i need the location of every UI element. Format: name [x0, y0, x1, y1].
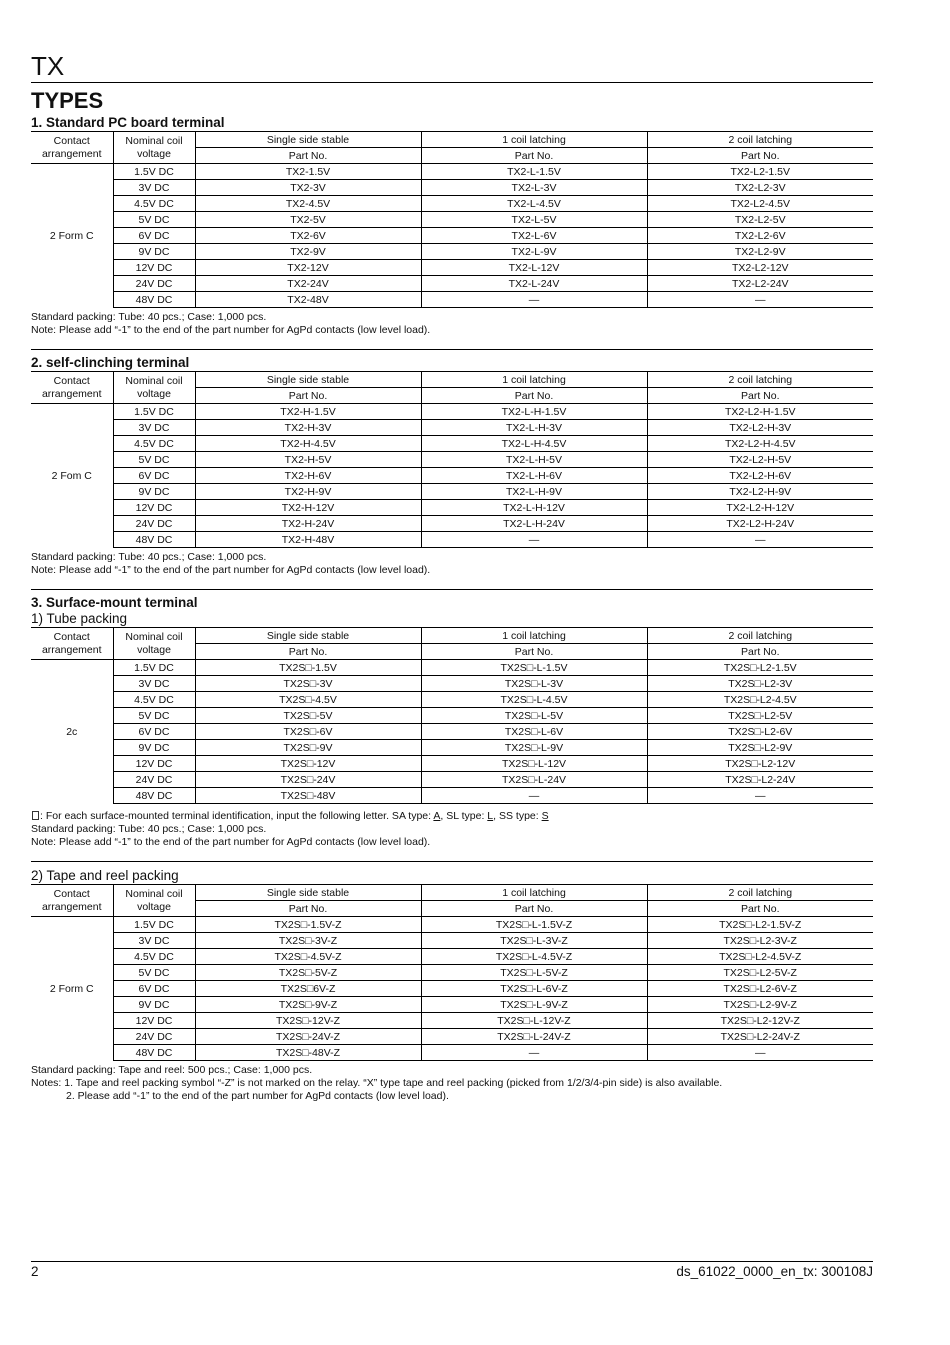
part-no-header: Part No. — [647, 148, 873, 164]
document-id: ds_61022_0000_en_tx: 300108J — [676, 1264, 873, 1279]
coil2-part-cell: TX2S□-L2-6V — [647, 724, 873, 740]
section-title: 1. Standard PC board terminal — [31, 115, 225, 130]
table-row — [31, 228, 873, 244]
coil1-part-cell: TX2S□-L-3V-Z — [421, 933, 647, 949]
coil2-part-cell: TX2S□-L2-9V — [647, 740, 873, 756]
part-no-header: Part No. — [195, 148, 421, 164]
coil1-part-cell: TX2-L-H-9V — [421, 484, 647, 500]
table-row — [31, 997, 873, 1013]
note-line: Notes: 1. Tape and reel packing symbol “-Z” is not marked on the relay. “X” type tape and reel packing (picked from 1/2/3/4-pin side) is also available. — [31, 1077, 723, 1089]
coil1-part-cell: TX2S□-L-1.5V-Z — [421, 917, 647, 933]
section-notes — [31, 810, 873, 849]
voltage-cell: 5V DC — [113, 212, 195, 228]
table-row — [31, 420, 873, 436]
part-no-header: Part No. — [647, 901, 873, 917]
part-number-table — [31, 371, 873, 548]
voltage-cell: 48V DC — [113, 292, 195, 308]
voltage-cell: 3V DC — [113, 676, 195, 692]
single-side-part-cell: TX2S□-9V — [195, 740, 421, 756]
single-side-part-cell: TX2-H-9V — [195, 484, 421, 500]
single-side-part-cell: TX2S□-48V — [195, 788, 421, 804]
voltage-cell: 12V DC — [113, 260, 195, 276]
section-title: 2. self-clinching terminal — [31, 355, 190, 370]
single-side-part-cell: TX2-4.5V — [195, 196, 421, 212]
contact-arrangement-cell: 2 Fom C — [31, 404, 113, 548]
single-side-part-cell: TX2-48V — [195, 292, 421, 308]
single-side-stable-header: Single side stable — [195, 628, 421, 644]
single-side-part-cell: TX2S□-12V-Z — [195, 1013, 421, 1029]
voltage-cell: 5V DC — [113, 965, 195, 981]
voltage-cell: 6V DC — [113, 468, 195, 484]
table-row — [31, 708, 873, 724]
table-row — [31, 436, 873, 452]
note-line: Note: Please add “-1” to the end of the part number for AgPd contacts (low level load). — [31, 564, 431, 576]
section-divider — [31, 589, 873, 590]
table-row — [31, 692, 873, 708]
coil2-part-cell: TX2S□-L2-12V-Z — [647, 1013, 873, 1029]
coil1-part-cell: TX2-L-H-12V — [421, 500, 647, 516]
table-row — [31, 500, 873, 516]
table-row — [31, 452, 873, 468]
table-row — [31, 276, 873, 292]
nominal-voltage-header: Nominal coil voltage — [113, 885, 195, 917]
coil2-part-cell: TX2S□-L2-24V — [647, 772, 873, 788]
single-side-part-cell: TX2S□-24V-Z — [195, 1029, 421, 1045]
coil1-part-cell: TX2-L-H-1.5V — [421, 404, 647, 420]
contact-arrangement-cell: 2c — [31, 660, 113, 804]
single-side-part-cell: TX2S□-4.5V — [195, 692, 421, 708]
table-row — [31, 981, 873, 997]
coil1-part-cell: TX2S□-L-6V-Z — [421, 981, 647, 997]
voltage-cell: 6V DC — [113, 724, 195, 740]
single-side-part-cell: TX2-H-3V — [195, 420, 421, 436]
note-line: Note: Please add “-1” to the end of the part number for AgPd contacts (low level load). — [31, 836, 431, 848]
table-row — [31, 740, 873, 756]
section-3 — [31, 589, 873, 849]
part-number-table — [31, 627, 873, 804]
voltage-cell: 24V DC — [113, 516, 195, 532]
coil1-part-cell: TX2S□-L-6V — [421, 724, 647, 740]
coil2-part-cell: TX2-L2-H-6V — [647, 468, 873, 484]
single-side-part-cell: TX2S□-12V — [195, 756, 421, 772]
coil2-part-cell: TX2S□-L2-6V-Z — [647, 981, 873, 997]
part-number-table — [31, 131, 873, 308]
coil2-part-cell: TX2S□-L2-4.5V-Z — [647, 949, 873, 965]
coil2-part-cell: TX2-L2-H-5V — [647, 452, 873, 468]
coil1-part-cell: TX2-L-3V — [421, 180, 647, 196]
coil2-part-cell: TX2S□-L2-5V-Z — [647, 965, 873, 981]
section-notes — [31, 551, 873, 577]
placeholder-box-icon — [32, 811, 39, 820]
single-side-part-cell: TX2-3V — [195, 180, 421, 196]
coil1-part-cell: TX2-L-4.5V — [421, 196, 647, 212]
coil1-part-cell: TX2-L-6V — [421, 228, 647, 244]
part-no-header: Part No. — [421, 148, 647, 164]
nominal-voltage-header: Nominal coil voltage — [113, 132, 195, 164]
part-no-header: Part No. — [195, 388, 421, 404]
voltage-cell: 4.5V DC — [113, 949, 195, 965]
table-row — [31, 468, 873, 484]
coil1-latching-header: 1 coil latching — [421, 372, 647, 388]
voltage-cell: 48V DC — [113, 788, 195, 804]
coil2-part-cell: TX2-L2-H-12V — [647, 500, 873, 516]
nominal-voltage-header: Nominal coil voltage — [113, 628, 195, 660]
table-row — [31, 164, 873, 180]
part-no-header: Part No. — [421, 644, 647, 660]
note-line: Standard packing: Tube: 40 pcs.; Case: 1,000 pcs. — [31, 823, 267, 835]
part-no-header: Part No. — [421, 388, 647, 404]
coil1-part-cell: TX2-L-H-4.5V — [421, 436, 647, 452]
note-line: Standard packing: Tube: 40 pcs.; Case: 1,000 pcs. — [31, 551, 267, 563]
voltage-cell: 4.5V DC — [113, 436, 195, 452]
page — [31, 52, 873, 1103]
single-side-part-cell: TX2-H-5V — [195, 452, 421, 468]
single-side-part-cell: TX2S□-6V — [195, 724, 421, 740]
coil2-part-cell: TX2S□-L2-1.5V-Z — [647, 917, 873, 933]
table-row — [31, 660, 873, 676]
coil2-part-cell: TX2-L2-H-9V — [647, 484, 873, 500]
table-row — [31, 788, 873, 804]
coil2-part-cell: TX2S□-L2-1.5V — [647, 660, 873, 676]
single-side-part-cell: TX2S□-24V — [195, 772, 421, 788]
section-divider — [31, 349, 873, 350]
coil1-part-cell: TX2S□-L-4.5V — [421, 692, 647, 708]
series-title: TX — [31, 52, 873, 83]
single-side-part-cell: TX2S□-4.5V-Z — [195, 949, 421, 965]
coil1-part-cell: TX2-L-9V — [421, 244, 647, 260]
voltage-cell: 3V DC — [113, 180, 195, 196]
page-footer — [31, 1261, 873, 1279]
coil2-part-cell: TX2-L2-1.5V — [647, 164, 873, 180]
section-3-tape — [31, 861, 873, 1103]
table-row — [31, 532, 873, 548]
voltage-cell: 1.5V DC — [113, 164, 195, 180]
contact-arrangement-header: Contact arrangement — [31, 628, 113, 660]
single-side-part-cell: TX2S□-48V-Z — [195, 1045, 421, 1061]
single-side-part-cell: TX2-9V — [195, 244, 421, 260]
table-row — [31, 516, 873, 532]
table-row — [31, 404, 873, 420]
table-row — [31, 1029, 873, 1045]
table-row — [31, 196, 873, 212]
voltage-cell: 24V DC — [113, 772, 195, 788]
table-row — [31, 676, 873, 692]
coil2-part-cell: TX2-L2-H-3V — [647, 420, 873, 436]
single-side-part-cell: TX2-H-48V — [195, 532, 421, 548]
table-row — [31, 1013, 873, 1029]
coil2-part-cell: TX2S□-L2-3V — [647, 676, 873, 692]
single-side-stable-header: Single side stable — [195, 372, 421, 388]
contact-arrangement-header: Contact arrangement — [31, 372, 113, 404]
note-line: Standard packing: Tube: 40 pcs.; Case: 1,000 pcs. — [31, 311, 267, 323]
section-2 — [31, 349, 873, 577]
voltage-cell: 6V DC — [113, 228, 195, 244]
coil2-part-cell: TX2-L2-H-4.5V — [647, 436, 873, 452]
table-row — [31, 484, 873, 500]
single-side-part-cell: TX2-5V — [195, 212, 421, 228]
table-row — [31, 933, 873, 949]
coil2-latching-header: 2 coil latching — [647, 132, 873, 148]
voltage-cell: 9V DC — [113, 244, 195, 260]
single-side-part-cell: TX2S□-5V — [195, 708, 421, 724]
coil2-part-cell: TX2-L2-5V — [647, 212, 873, 228]
voltage-cell: 4.5V DC — [113, 196, 195, 212]
coil1-part-cell: TX2-L-5V — [421, 212, 647, 228]
coil1-part-cell: TX2S□-L-12V — [421, 756, 647, 772]
voltage-cell: 5V DC — [113, 708, 195, 724]
voltage-cell: 1.5V DC — [113, 660, 195, 676]
voltage-cell: 1.5V DC — [113, 404, 195, 420]
coil2-part-cell: TX2-L2-H-1.5V — [647, 404, 873, 420]
coil1-part-cell: TX2S□-L-9V — [421, 740, 647, 756]
table-row — [31, 724, 873, 740]
part-number-table — [31, 884, 873, 1061]
coil2-part-cell: TX2S□-L2-24V-Z — [647, 1029, 873, 1045]
table-row — [31, 917, 873, 933]
part-no-header: Part No. — [195, 644, 421, 660]
coil1-part-cell: TX2S□-L-12V-Z — [421, 1013, 647, 1029]
coil1-part-cell: TX2-L-H-3V — [421, 420, 647, 436]
voltage-cell: 4.5V DC — [113, 692, 195, 708]
coil1-part-cell: — — [421, 532, 647, 548]
single-side-part-cell: TX2-24V — [195, 276, 421, 292]
coil1-part-cell: TX2S□-L-24V — [421, 772, 647, 788]
section-notes — [31, 1064, 873, 1103]
coil2-part-cell: TX2-L2-9V — [647, 244, 873, 260]
coil1-part-cell: TX2S□-L-5V-Z — [421, 965, 647, 981]
coil1-latching-header: 1 coil latching — [421, 628, 647, 644]
coil1-part-cell: TX2S□-L-1.5V — [421, 660, 647, 676]
coil1-part-cell: — — [421, 292, 647, 308]
voltage-cell: 9V DC — [113, 740, 195, 756]
nominal-voltage-header: Nominal coil voltage — [113, 372, 195, 404]
note-line: 2. Please add “-1” to the end of the part number for AgPd contacts (low level load). — [66, 1090, 449, 1102]
single-side-part-cell: TX2-H-12V — [195, 500, 421, 516]
coil2-part-cell: — — [647, 532, 873, 548]
coil1-part-cell: TX2-L-12V — [421, 260, 647, 276]
coil2-part-cell: TX2-L2-12V — [647, 260, 873, 276]
table-row — [31, 292, 873, 308]
contact-arrangement-cell: 2 Form C — [31, 164, 113, 308]
coil2-part-cell: — — [647, 292, 873, 308]
voltage-cell: 48V DC — [113, 532, 195, 548]
table-row — [31, 212, 873, 228]
coil2-part-cell: TX2-L2-3V — [647, 180, 873, 196]
coil1-part-cell: TX2S□-L-9V-Z — [421, 997, 647, 1013]
smt-note: : For each surface-mounted terminal identification, input the following letter. SA type: A, SL type: L, SS type: S — [31, 810, 873, 823]
single-side-part-cell: TX2-H-4.5V — [195, 436, 421, 452]
note-line: Standard packing: Tape and reel: 500 pcs.; Case: 1,000 pcs. — [31, 1064, 313, 1076]
part-no-header: Part No. — [647, 388, 873, 404]
coil2-part-cell: TX2S□-L2-5V — [647, 708, 873, 724]
voltage-cell: 12V DC — [113, 1013, 195, 1029]
page-number: 2 — [31, 1264, 39, 1279]
coil1-part-cell: TX2-L-24V — [421, 276, 647, 292]
coil1-latching-header: 1 coil latching — [421, 885, 647, 901]
table-row — [31, 180, 873, 196]
voltage-cell: 1.5V DC — [113, 917, 195, 933]
coil2-part-cell: TX2S□-L2-3V-Z — [647, 933, 873, 949]
voltage-cell: 24V DC — [113, 276, 195, 292]
coil1-part-cell: TX2-L-H-24V — [421, 516, 647, 532]
table-row — [31, 772, 873, 788]
table-row — [31, 965, 873, 981]
table-row — [31, 949, 873, 965]
voltage-cell: 48V DC — [113, 1045, 195, 1061]
note-line: Note: Please add “-1” to the end of the part number for AgPd contacts (low level load). — [31, 324, 431, 336]
voltage-cell: 9V DC — [113, 484, 195, 500]
coil1-latching-header: 1 coil latching — [421, 132, 647, 148]
coil1-part-cell: TX2S□-L-4.5V-Z — [421, 949, 647, 965]
single-side-part-cell: TX2-12V — [195, 260, 421, 276]
types-heading: TYPES — [31, 88, 104, 113]
single-side-part-cell: TX2-H-1.5V — [195, 404, 421, 420]
contact-arrangement-header: Contact arrangement — [31, 132, 113, 164]
single-side-part-cell: TX2-H-24V — [195, 516, 421, 532]
coil2-part-cell: TX2-L2-H-24V — [647, 516, 873, 532]
single-side-part-cell: TX2S□6V-Z — [195, 981, 421, 997]
single-side-part-cell: TX2-6V — [195, 228, 421, 244]
coil2-latching-header: 2 coil latching — [647, 885, 873, 901]
single-side-part-cell: TX2S□-3V-Z — [195, 933, 421, 949]
table-row — [31, 756, 873, 772]
coil2-part-cell: — — [647, 788, 873, 804]
coil1-part-cell: TX2-L-1.5V — [421, 164, 647, 180]
voltage-cell: 9V DC — [113, 997, 195, 1013]
voltage-cell: 3V DC — [113, 420, 195, 436]
coil1-part-cell: TX2S□-L-5V — [421, 708, 647, 724]
single-side-part-cell: TX2S□-9V-Z — [195, 997, 421, 1013]
table-row — [31, 1045, 873, 1061]
coil2-part-cell: TX2-L2-4.5V — [647, 196, 873, 212]
coil2-part-cell: TX2-L2-6V — [647, 228, 873, 244]
single-side-stable-header: Single side stable — [195, 132, 421, 148]
voltage-cell: 24V DC — [113, 1029, 195, 1045]
voltage-cell: 12V DC — [113, 500, 195, 516]
single-side-part-cell: TX2-1.5V — [195, 164, 421, 180]
coil2-part-cell: TX2-L2-24V — [647, 276, 873, 292]
coil1-part-cell: TX2-L-H-5V — [421, 452, 647, 468]
single-side-part-cell: TX2S□-1.5V — [195, 660, 421, 676]
single-side-stable-header: Single side stable — [195, 885, 421, 901]
section-1 — [31, 115, 873, 337]
section-notes — [31, 311, 873, 337]
voltage-cell: 12V DC — [113, 756, 195, 772]
coil2-part-cell: TX2S□-L2-12V — [647, 756, 873, 772]
coil1-part-cell: TX2S□-L-24V-Z — [421, 1029, 647, 1045]
table-row — [31, 260, 873, 276]
single-side-part-cell: TX2-H-6V — [195, 468, 421, 484]
part-no-header: Part No. — [195, 901, 421, 917]
table-row — [31, 244, 873, 260]
part-no-header: Part No. — [647, 644, 873, 660]
contact-arrangement-cell: 2 Form C — [31, 917, 113, 1061]
coil2-latching-header: 2 coil latching — [647, 628, 873, 644]
voltage-cell: 6V DC — [113, 981, 195, 997]
coil1-part-cell: — — [421, 788, 647, 804]
single-side-part-cell: TX2S□-5V-Z — [195, 965, 421, 981]
coil2-latching-header: 2 coil latching — [647, 372, 873, 388]
coil1-part-cell: — — [421, 1045, 647, 1061]
part-no-header: Part No. — [421, 901, 647, 917]
section-subtitle: 2) Tape and reel packing — [31, 868, 179, 883]
single-side-part-cell: TX2S□-1.5V-Z — [195, 917, 421, 933]
coil2-part-cell: TX2S□-L2-4.5V — [647, 692, 873, 708]
voltage-cell: 5V DC — [113, 452, 195, 468]
coil1-part-cell: TX2S□-L-3V — [421, 676, 647, 692]
contact-arrangement-header: Contact arrangement — [31, 885, 113, 917]
coil1-part-cell: TX2-L-H-6V — [421, 468, 647, 484]
section-subtitle: 1) Tube packing — [31, 611, 128, 626]
voltage-cell: 3V DC — [113, 933, 195, 949]
section-title: 3. Surface-mount terminal — [31, 595, 198, 610]
coil2-part-cell: TX2S□-L2-9V-Z — [647, 997, 873, 1013]
section-divider — [31, 861, 873, 862]
coil2-part-cell: — — [647, 1045, 873, 1061]
single-side-part-cell: TX2S□-3V — [195, 676, 421, 692]
